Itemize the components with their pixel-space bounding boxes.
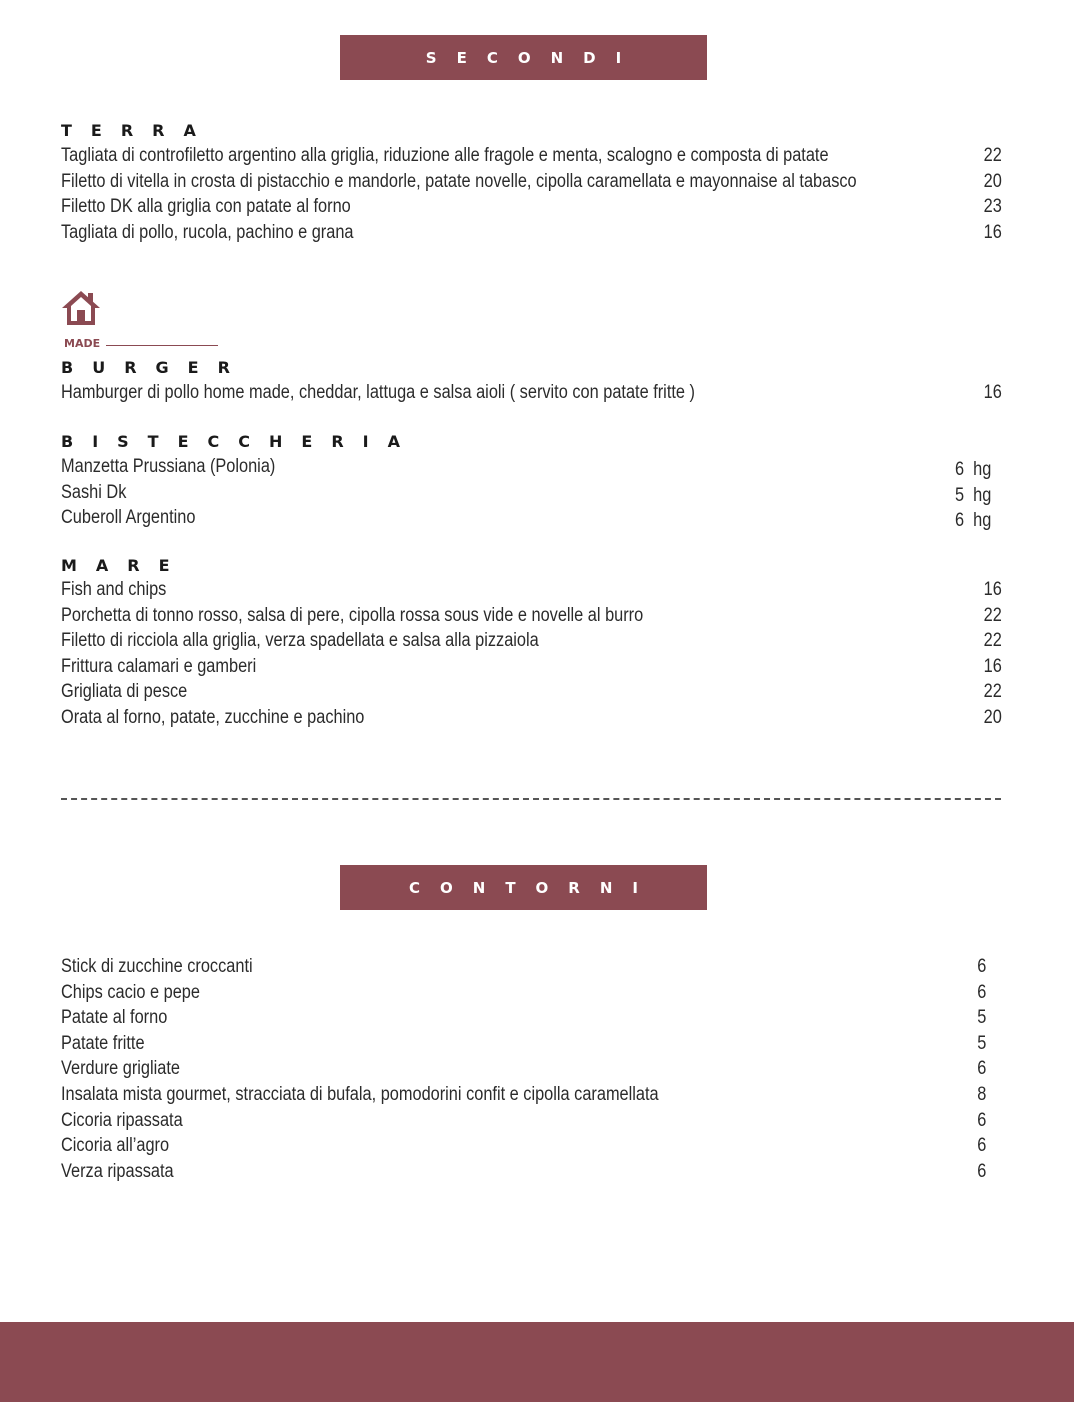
list-item — [61, 169, 1002, 195]
item-price: 22 — [983, 630, 1002, 652]
list-item — [61, 980, 1002, 1006]
section-divider — [61, 798, 1001, 800]
secondi-banner: SECONDI — [340, 35, 707, 80]
item-price: 6 — [977, 1135, 987, 1157]
item-price: 5 hg — [955, 484, 992, 506]
item-name: Filetto di ricciola alla griglia, verza spadellata e salsa alla pizzaiola — [61, 630, 539, 652]
contorni-banner: CONTORNI — [340, 865, 707, 910]
list-item — [61, 705, 1002, 731]
item-price: 6 — [977, 981, 987, 1003]
item-name: Manzetta Prussiana (Polonia) — [61, 456, 276, 477]
item-name: Sashi Dk — [61, 481, 127, 503]
list-item — [61, 1133, 1002, 1159]
list-item — [61, 577, 1002, 603]
list-item — [61, 1159, 1002, 1185]
list-item — [61, 454, 1002, 480]
mare-list — [61, 577, 1002, 731]
list-item — [61, 194, 1002, 220]
item-name: Hamburger di pollo home made, cheddar, lattuga e salsa aioli ( servito con patate fritte ) — [61, 382, 695, 403]
item-name: Filetto DK alla griglia con patate al forno — [61, 196, 351, 218]
item-price: 20 — [983, 706, 1002, 728]
list-item — [61, 505, 1002, 531]
item-price: 6 — [977, 1058, 987, 1080]
item-price: 6 — [977, 1109, 987, 1131]
item-name: Orata al forno, patate, zucchine e pachino — [61, 706, 365, 728]
item-name: Filetto di vitella in crosta di pistacchio e mandorle, patate novelle, cipolla caramellata e mayonnaise al tabasco — [61, 170, 857, 192]
item-price: 5 — [977, 1007, 987, 1029]
item-price: 22 — [983, 145, 1002, 166]
item-price: 5 — [977, 1032, 987, 1054]
list-item — [61, 380, 1002, 406]
list-item — [61, 954, 1002, 980]
item-price: 16 — [983, 579, 1002, 600]
burger-list — [61, 380, 1002, 406]
list-item — [61, 143, 1002, 169]
item-name: Porchetta di tonno rosso, salsa di pere, cipolla rossa sous vide e novelle al burro — [61, 604, 644, 626]
bisteccheria-prices — [955, 457, 1015, 534]
item-price: 6 — [977, 956, 987, 977]
home-icon — [60, 288, 102, 328]
list-item — [61, 1108, 1002, 1134]
item-price: 16 — [983, 382, 1002, 403]
mare-title: MARE — [61, 556, 189, 575]
item-price: 20 — [983, 170, 1002, 192]
list-item — [61, 603, 1002, 629]
list-item — [61, 480, 1002, 506]
item-price: 22 — [983, 681, 1002, 703]
list-item — [61, 220, 1002, 246]
contorni-list — [61, 954, 1002, 1184]
list-item — [61, 654, 1002, 680]
item-name: Tagliata di controfiletto argentino alla griglia, riduzione alle fragole e menta, scalogno e composta di patate — [61, 145, 829, 166]
terra-title: TERRA — [61, 121, 215, 140]
item-name: Insalata mista gourmet, stracciata di bufala, pomodorini confit e cipolla caramellata — [61, 1083, 659, 1105]
item-price: 8 — [977, 1083, 987, 1105]
item-price: 16 — [983, 221, 1002, 243]
item-name: Patate fritte — [61, 1032, 145, 1054]
item-name: Verza ripassata — [61, 1160, 174, 1182]
list-item — [61, 1082, 1002, 1108]
item-name: Frittura calamari e gamberi — [61, 655, 257, 677]
footer-bar — [0, 1322, 1074, 1402]
home-made-underline — [106, 345, 218, 346]
home-made-label: MADE — [64, 337, 101, 350]
item-price: 23 — [983, 196, 1002, 218]
item-price: 22 — [983, 604, 1002, 626]
list-item — [61, 1031, 1002, 1057]
item-name: Stick di zucchine croccanti — [61, 956, 253, 977]
terra-list — [61, 143, 1002, 245]
item-name: Cicoria ripassata — [61, 1109, 183, 1131]
item-name: Verdure grigliate — [61, 1058, 181, 1080]
bisteccheria-title: BISTECCHERIA — [61, 432, 419, 451]
item-name: Patate al forno — [61, 1007, 168, 1029]
list-item — [61, 679, 1002, 705]
list-item — [61, 1056, 1002, 1082]
item-name: Cicoria all’agro — [61, 1135, 170, 1157]
list-item — [61, 628, 1002, 654]
burger-title: BURGER — [61, 358, 249, 377]
item-price: 6 hg — [955, 510, 992, 532]
item-price: 16 — [983, 655, 1002, 677]
item-name: Fish and chips — [61, 579, 167, 600]
item-name: Grigliata di pesce — [61, 681, 188, 703]
list-item — [61, 1005, 1002, 1031]
item-name: Tagliata di pollo, rucola, pachino e grana — [61, 221, 354, 243]
item-price: 6 hg — [955, 459, 992, 480]
item-price: 6 — [977, 1160, 987, 1182]
bisteccheria-list — [61, 454, 1002, 531]
item-name: Chips cacio e pepe — [61, 981, 200, 1003]
item-name: Cuberoll Argentino — [61, 507, 196, 529]
